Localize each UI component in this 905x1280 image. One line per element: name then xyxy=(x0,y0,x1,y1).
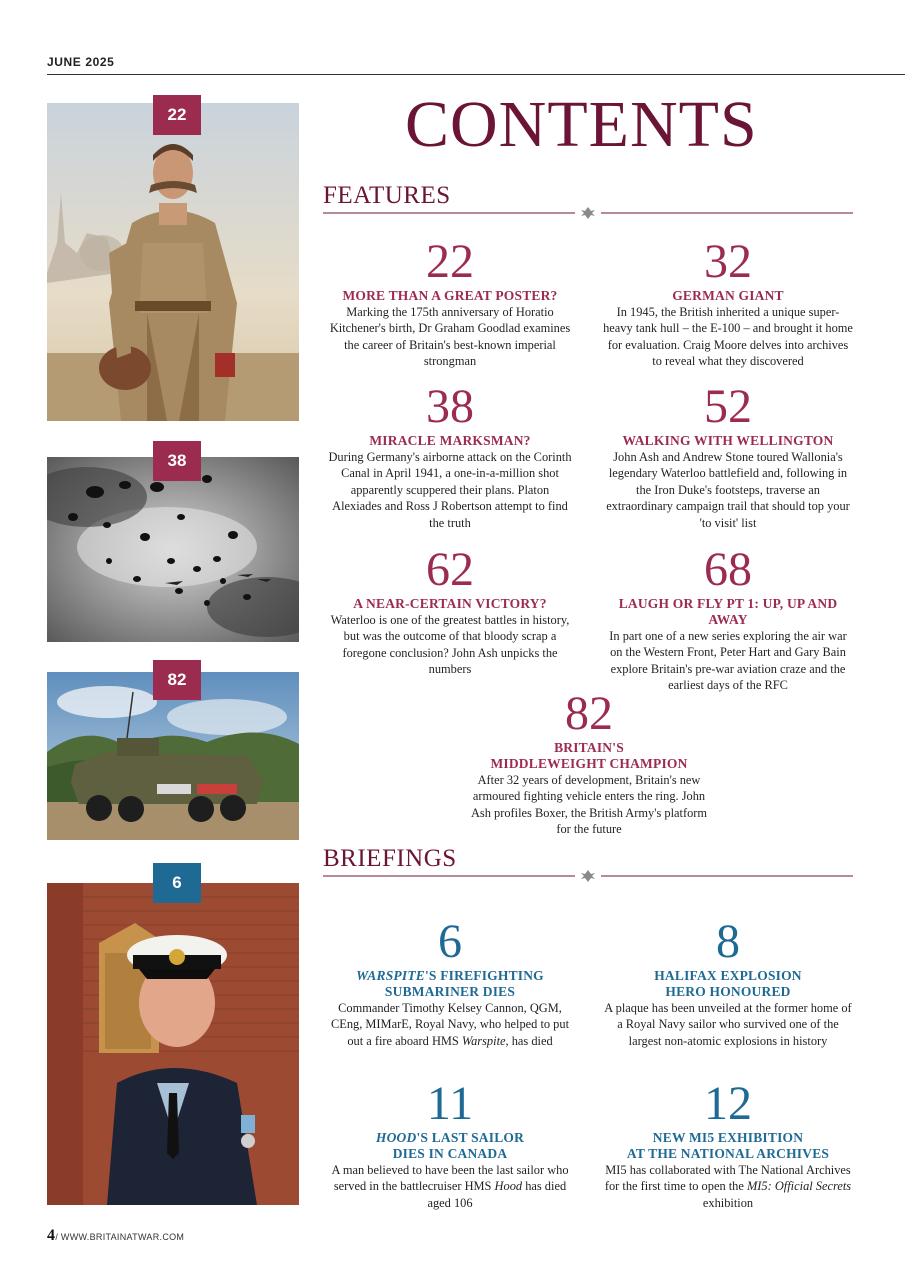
briefing-headline-line2: HERO HONOURED xyxy=(665,984,791,999)
briefing-page-number: 12 xyxy=(704,1077,752,1130)
feature-page-number: 22 xyxy=(426,235,474,288)
briefing-page-number: 11 xyxy=(426,1077,474,1130)
briefings-divider xyxy=(323,869,853,883)
website-url[interactable]: / WWW.BRITAINATWAR.COM xyxy=(55,1232,185,1242)
briefing-description: A man believed to have been the last sailor who served in the battlecruiser HMS Hood has died aged 106 xyxy=(331,1163,569,1210)
briefing-item[interactable] xyxy=(325,1077,575,1211)
header-rule xyxy=(47,74,905,75)
feature-item[interactable] xyxy=(325,235,575,370)
photo-badge-6: 6 xyxy=(153,863,201,903)
feature-description: Waterloo is one of the greatest battles in history, but was the outcome of that bloody scrap a foregone conclusion? John Ash unpicks the numbers xyxy=(330,613,570,677)
feature-headline: WALKING WITH WELLINGTON xyxy=(622,433,834,448)
page-title: CONTENTS xyxy=(405,88,758,161)
feature-item[interactable] xyxy=(325,543,575,678)
feature-description: After 32 years of development, Britain's new armoured fighting vehicle enters the ring. John Ash profiles Boxer, the British Army's platform for the future xyxy=(470,773,708,837)
feature-headline: LAUGH OR FLY PT 1: UP, UP AND AWAY xyxy=(618,596,838,627)
feature-headline-line2: MIDDLEWEIGHT CHAMPION xyxy=(490,756,688,771)
feature-headline: MORE THAN A GREAT POSTER? xyxy=(342,288,558,303)
photo-badge-38: 38 xyxy=(153,441,201,481)
briefing-description: A plaque has been unveiled at the former home of a Royal Navy sailor who survived one of the largest non-atomic explosions in history xyxy=(604,1001,852,1048)
paratroopers-image[interactable] xyxy=(47,457,299,642)
feature-description: In part one of a new series exploring the air war on the Western Front, Peter Hart and Gary Bain explore Britain's pre-war aviation craze and the earliest days of the RFC xyxy=(609,629,847,693)
feature-description: In 1945, the British inherited a unique super-heavy tank hull – the E-100 – and brought it home for evaluation. Craig Moore delves into archives to reveal what they discovered xyxy=(603,305,853,369)
briefing-headline-line2: DIES IN CANADA xyxy=(392,1146,508,1161)
feature-page-number: 82 xyxy=(565,687,613,740)
feature-item[interactable] xyxy=(464,687,714,838)
feature-page-number: 68 xyxy=(704,543,752,596)
feature-headline: A NEAR-CERTAIN VICTORY? xyxy=(353,596,547,611)
features-heading: FEATURES xyxy=(323,182,451,209)
naval-officer-image[interactable] xyxy=(47,883,299,1205)
feature-description: Marking the 175th anniversary of Horatio Kitchener's birth, Dr Graham Goodlad examines the career of Britain's best-known imperial strongman xyxy=(329,305,571,369)
briefing-headline-line2: AT THE NATIONAL ARCHIVES xyxy=(626,1146,830,1161)
briefing-headline-line1: HALIFAX EXPLOSION xyxy=(654,968,802,983)
features-divider xyxy=(323,206,853,220)
page-footer xyxy=(47,1227,184,1245)
page-number: 4 xyxy=(47,1227,56,1244)
briefing-description: MI5 has collaborated with The National Archives for the first time to open the MI5: Official Secrets exhibition xyxy=(604,1163,852,1210)
briefing-headline-line1: WARSPITE'S FIREFIGHTING xyxy=(356,968,544,983)
briefing-item[interactable] xyxy=(603,1077,853,1211)
feature-item[interactable] xyxy=(325,380,575,531)
feature-item[interactable] xyxy=(603,235,853,370)
feature-page-number: 62 xyxy=(426,543,474,596)
feature-page-number: 52 xyxy=(704,380,752,433)
photo-badge-82: 82 xyxy=(153,660,201,700)
briefing-headline-line1: NEW MI5 EXHIBITION xyxy=(652,1130,804,1145)
feature-description: During Germany's airborne attack on the Corinth Canal in April 1941, a one-in-a-million shot apparently scuppered their plans. Platon Alexiades and Ross J Robertson attempt to find the truth xyxy=(328,450,572,530)
feature-page-number: 38 xyxy=(426,380,474,433)
feature-headline-line1: BRITAIN'S xyxy=(554,740,624,755)
briefings-heading: BRIEFINGS xyxy=(323,845,457,872)
briefing-description: Commander Timothy Kelsey Cannon, QGM, CEng, MIMarE, Royal Navy, who helped to put out a fire aboard HMS Warspite, has died xyxy=(330,1001,570,1048)
briefing-item[interactable] xyxy=(603,915,853,1049)
feature-description: John Ash and Andrew Stone toured Wallonia's legendary Waterloo battlefield and, following in the Iron Duke's footsteps, traverse an extraordinary campaign trail that should top your 'to visit' list xyxy=(606,450,850,530)
briefing-page-number: 6 xyxy=(438,915,462,968)
briefing-headline-line1: HOOD'S LAST SAILOR xyxy=(375,1130,525,1145)
feature-item[interactable] xyxy=(603,380,853,531)
briefing-item[interactable] xyxy=(325,915,575,1049)
feature-headline: GERMAN GIANT xyxy=(672,288,784,303)
kitchener-portrait-image[interactable] xyxy=(47,103,299,421)
briefing-headline-line2: SUBMARINER DIES xyxy=(384,984,516,999)
feature-item[interactable] xyxy=(603,543,853,694)
issue-date: JUNE 2025 xyxy=(47,55,115,69)
briefing-page-number: 8 xyxy=(716,915,740,968)
feature-headline: MIRACLE MARKSMAN? xyxy=(369,433,531,448)
feature-page-number: 32 xyxy=(704,235,752,288)
photo-badge-22: 22 xyxy=(153,95,201,135)
